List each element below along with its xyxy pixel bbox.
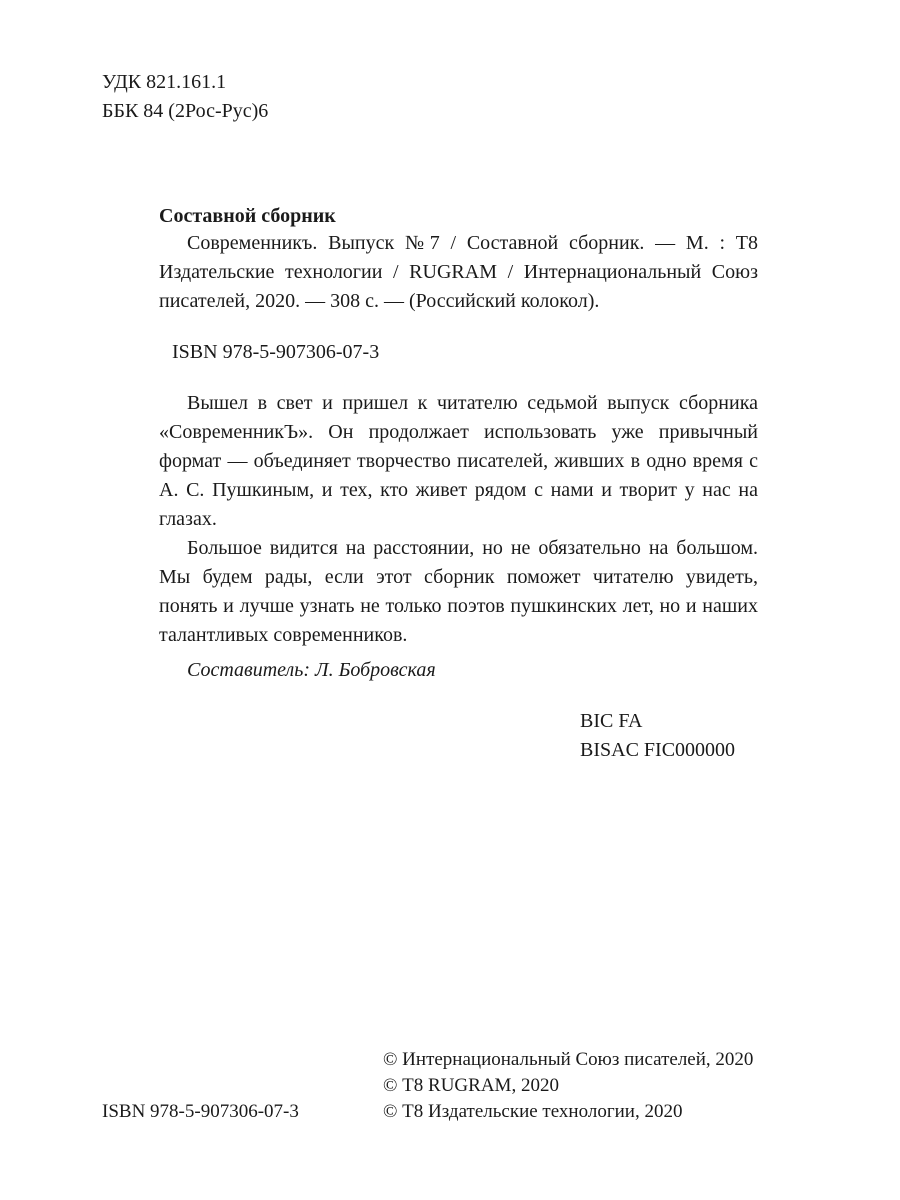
annotation-paragraph-1: Вышел в свет и пришел к читателю седьмой выпуск сборника «СовременникЪ». Он продолжает использовать уже привычный формат — объединяет творчество писателей, живших в одно время с А. С. Пушкиным, и тех, кто живет рядом с нами и творит у нас на глазах. <box>159 392 758 530</box>
bbk-code: ББК 84 (2Рос-Рус)6 <box>102 100 269 122</box>
catalog-header: Составной сборник <box>159 205 336 227</box>
udk-code: УДК 821.161.1 <box>102 71 227 93</box>
isbn-bottom: ISBN 978-5-907306-07-3 <box>102 1101 299 1122</box>
copyright-line: © Т8 Издательские технологии, 2020 <box>383 1101 683 1122</box>
annotation <box>159 389 758 650</box>
copyright-line: © Интернациональный Союз писателей, 2020 <box>383 1049 754 1070</box>
subject-codes <box>580 707 735 765</box>
copyright-line: © Т8 RUGRAM, 2020 <box>383 1075 559 1096</box>
bic-code: BIC FA <box>580 710 643 732</box>
copyright-block <box>383 1047 753 1125</box>
bibliographic-entry: Современникъ. Выпуск №7 / Составной сборник. — М. : Т8 Издательские технологии / RUGRAM / Интернациональный Союз писателей, 2020. — 308 с. — (Российский колокол). <box>159 232 758 312</box>
classification-codes <box>102 68 268 126</box>
bisac-code: BISAC FIC000000 <box>580 739 736 761</box>
isbn-main: ISBN 978-5-907306-07-3 <box>172 341 380 363</box>
compiler-credit: Составитель: Л. Бобровская <box>187 659 436 681</box>
annotation-paragraph-2: Большое видится на расстоянии, но не обязательно на большом. Мы будем рады, если этот сборник поможет читателю увидеть, понять и лучше узнать не только поэтов пушкинских лет, но и наших талантливых современников. <box>159 537 758 646</box>
